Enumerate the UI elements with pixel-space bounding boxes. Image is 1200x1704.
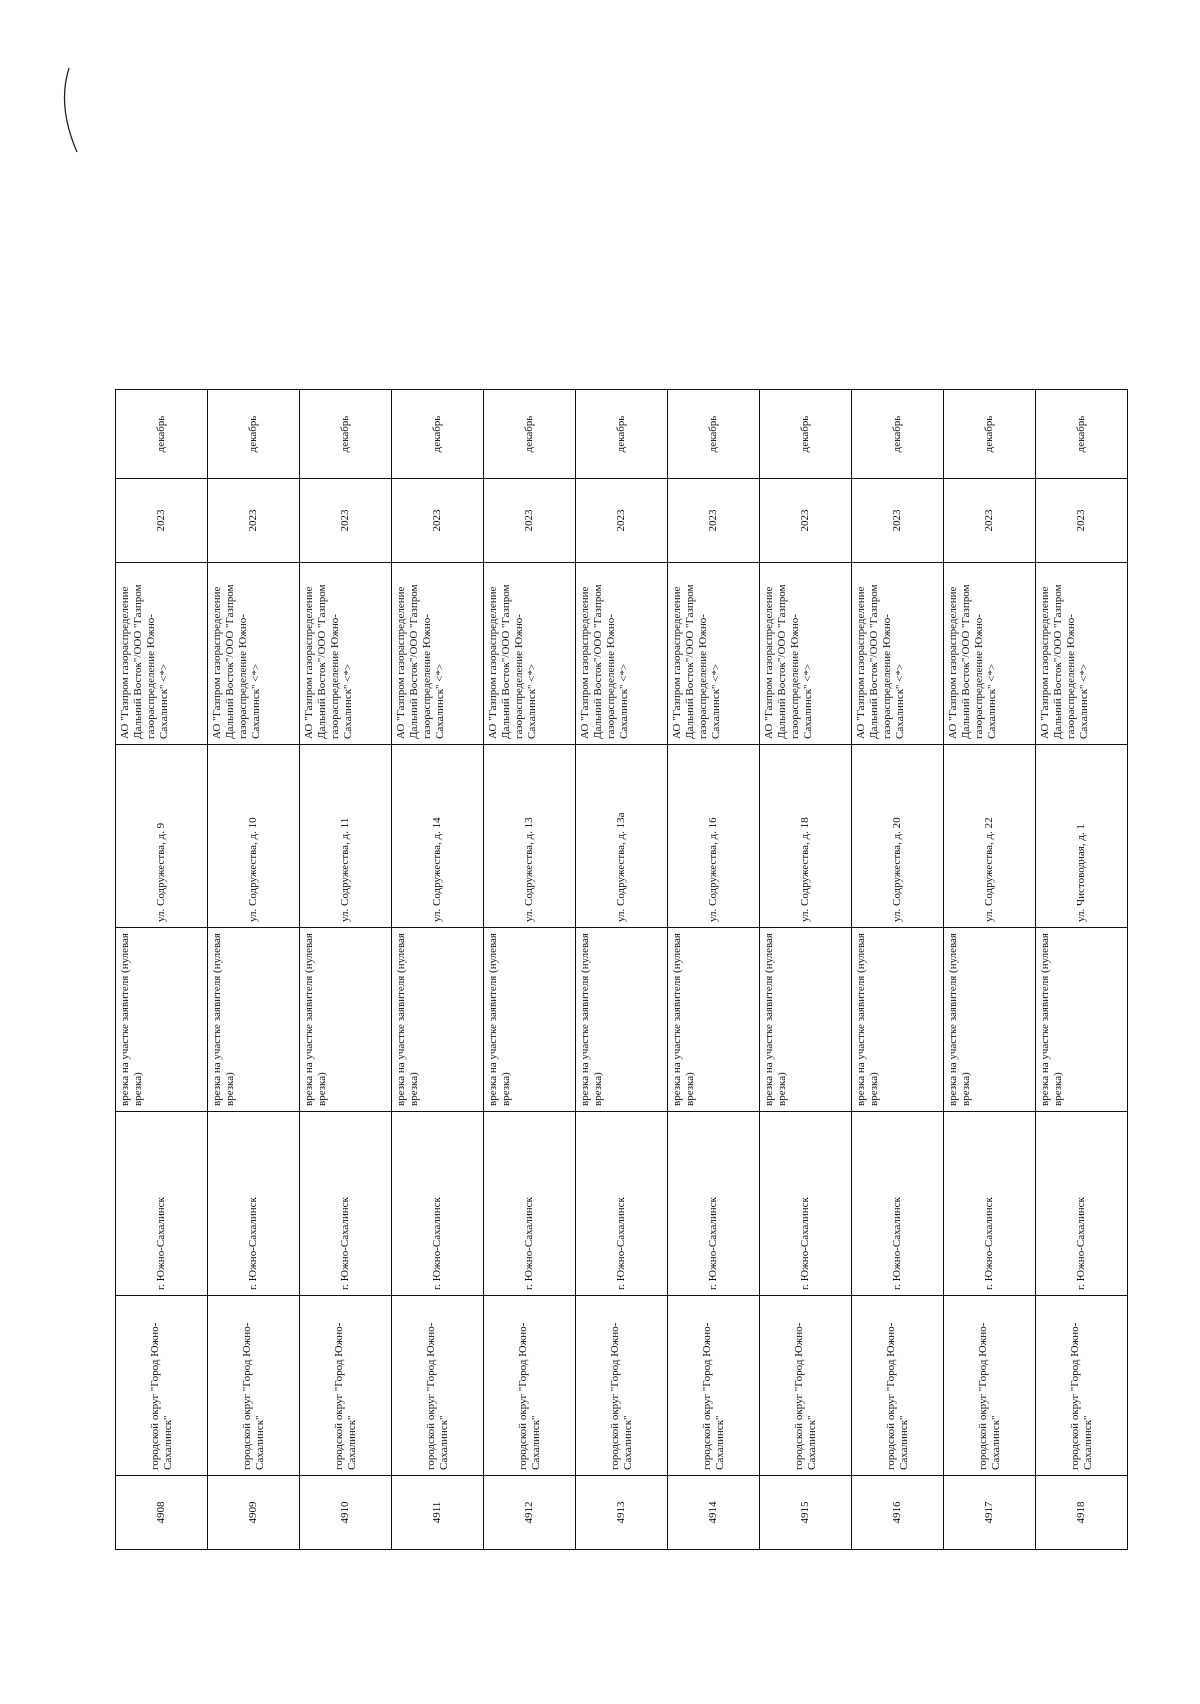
district-cell-text: городской округ "Город Южно-Сахалинск" (700, 1322, 726, 1470)
address-cell (852, 745, 944, 928)
organization-cell (668, 563, 760, 745)
row-number-cell (116, 1476, 208, 1550)
connection-type-cell (208, 928, 300, 1112)
row-number-cell-text: 4913 (615, 1501, 627, 1524)
table-row (852, 390, 944, 1550)
month-cell (484, 390, 576, 479)
organization-cell-text: АО "Газпром газораспределение Дальний Восток"/ООО "Газпром газораспределение Южно-Сахалинск" <*> (487, 584, 538, 739)
organization-cell-text: АО "Газпром газораспределение Дальний Восток"/ООО "Газпром газораспределение Южно-Сахалинск" <*> (1039, 584, 1090, 739)
year-cell (484, 479, 576, 563)
row-number-cell (944, 1476, 1036, 1550)
row-number-cell (852, 1476, 944, 1550)
city-cell (668, 1112, 760, 1296)
address-cell-text: ул. Содружества, д. 9 (155, 822, 167, 922)
district-cell-text: городской округ "Город Южно-Сахалинск" (332, 1322, 358, 1470)
month-cell-text: декабрь (339, 415, 351, 453)
district-cell-text: городской округ "Город Южно-Сахалинск" (516, 1322, 542, 1470)
row-number-cell-text: 4915 (799, 1501, 811, 1524)
month-cell (208, 390, 300, 479)
address-cell (576, 745, 668, 928)
address-cell-text: ул. Содружества, д. 13 (523, 817, 535, 922)
city-cell-text: г. Южно-Сахалинск (983, 1197, 995, 1290)
table-row (576, 390, 668, 1550)
month-cell (576, 390, 668, 479)
year-cell (576, 479, 668, 563)
connection-type-cell (668, 928, 760, 1112)
city-cell (484, 1112, 576, 1296)
row-number-cell-text: 4917 (983, 1501, 995, 1524)
district-cell-text: городской округ "Город Южно-Сахалинск" (884, 1322, 910, 1470)
organization-cell-text: АО "Газпром газораспределение Дальний Восток"/ООО "Газпром газораспределение Южно-Сахалинск" <*> (303, 584, 354, 739)
row-number-cell (1036, 1476, 1128, 1550)
city-cell (300, 1112, 392, 1296)
connection-type-cell-text: врезка на участке заявителя (нулевая врезка) (947, 933, 972, 1106)
district-cell (208, 1296, 300, 1476)
city-cell (392, 1112, 484, 1296)
address-cell-text: ул. Чистоводная, д. 1 (1075, 824, 1087, 922)
connection-type-cell (852, 928, 944, 1112)
connection-type-cell (576, 928, 668, 1112)
organization-cell (484, 563, 576, 745)
table-row (668, 390, 760, 1550)
connection-type-cell (1036, 928, 1128, 1112)
table-row (300, 390, 392, 1550)
connection-type-cell-text: врезка на участке заявителя (нулевая врезка) (855, 933, 880, 1106)
address-cell (944, 745, 1036, 928)
address-cell (668, 745, 760, 928)
organization-cell-text: АО "Газпром газораспределение Дальний Восток"/ООО "Газпром газораспределение Южно-Сахалинск" <*> (947, 584, 998, 739)
connection-type-cell (300, 928, 392, 1112)
address-cell (208, 745, 300, 928)
year-cell-text: 2023 (707, 509, 719, 532)
table-row (1036, 390, 1128, 1550)
city-cell-text: г. Южно-Сахалинск (891, 1197, 903, 1290)
year-cell-text: 2023 (799, 509, 811, 532)
district-cell (576, 1296, 668, 1476)
address-cell-text: ул. Содружества, д. 22 (983, 817, 995, 922)
city-cell-text: г. Южно-Сахалинск (615, 1197, 627, 1290)
district-cell (668, 1296, 760, 1476)
district-cell-text: городской округ "Город Южно-Сахалинск" (1068, 1322, 1094, 1470)
city-cell-text: г. Южно-Сахалинск (799, 1197, 811, 1290)
year-cell (760, 479, 852, 563)
address-cell-text: ул. Содружества, д. 18 (799, 817, 811, 922)
row-number-cell (208, 1476, 300, 1550)
district-cell (300, 1296, 392, 1476)
table-row (944, 390, 1036, 1550)
year-cell-text: 2023 (431, 509, 443, 532)
address-cell (484, 745, 576, 928)
connection-type-cell (944, 928, 1036, 1112)
organization-cell (760, 563, 852, 745)
organization-cell (1036, 563, 1128, 745)
address-cell-text: ул. Содружества, д. 13а (615, 812, 627, 922)
row-number-cell-text: 4908 (155, 1501, 167, 1524)
address-cell-text: ул. Содружества, д. 20 (891, 817, 903, 922)
city-cell-text: г. Южно-Сахалинск (155, 1197, 167, 1290)
table-row (392, 390, 484, 1550)
year-cell (208, 479, 300, 563)
row-number-cell-text: 4911 (431, 1501, 443, 1524)
city-cell-text: г. Южно-Сахалинск (247, 1197, 259, 1290)
row-number-cell-text: 4914 (707, 1501, 719, 1524)
city-cell-text: г. Южно-Сахалинск (523, 1197, 535, 1290)
month-cell-text: декабрь (155, 415, 167, 453)
organization-cell (576, 563, 668, 745)
district-cell (392, 1296, 484, 1476)
connection-type-cell (392, 928, 484, 1112)
address-cell (116, 745, 208, 928)
organization-cell-text: АО "Газпром газораспределение Дальний Восток"/ООО "Газпром газораспределение Южно-Сахалинск" <*> (763, 584, 814, 739)
year-cell (852, 479, 944, 563)
month-cell-text: декабрь (431, 415, 443, 453)
connection-type-cell (760, 928, 852, 1112)
organization-cell (208, 563, 300, 745)
year-cell (116, 479, 208, 563)
organization-cell-text: АО "Газпром газораспределение Дальний Восток"/ООО "Газпром газораспределение Южно-Сахалинск" <*> (579, 584, 630, 739)
month-cell (760, 390, 852, 479)
row-number-cell-text: 4912 (523, 1501, 535, 1524)
year-cell-text: 2023 (891, 509, 903, 532)
year-cell-text: 2023 (523, 509, 535, 532)
city-cell (760, 1112, 852, 1296)
connection-type-cell-text: врезка на участке заявителя (нулевая врезка) (671, 933, 696, 1106)
bracket-mark (55, 66, 85, 156)
connection-type-cell-text: врезка на участке заявителя (нулевая врезка) (119, 933, 144, 1106)
city-cell (852, 1112, 944, 1296)
year-cell-text: 2023 (1075, 509, 1087, 532)
address-cell (760, 745, 852, 928)
district-cell-text: городской округ "Город Южно-Сахалинск" (608, 1322, 634, 1470)
organization-cell (852, 563, 944, 745)
connection-type-cell-text: врезка на участке заявителя (нулевая врезка) (1039, 933, 1064, 1106)
month-cell (116, 390, 208, 479)
year-cell-text: 2023 (247, 509, 259, 532)
row-number-cell (484, 1476, 576, 1550)
district-cell-text: городской округ "Город Южно-Сахалинск" (148, 1322, 174, 1470)
table-row (208, 390, 300, 1550)
month-cell-text: декабрь (983, 415, 995, 453)
year-cell (300, 479, 392, 563)
row-number-cell-text: 4909 (247, 1501, 259, 1524)
organization-cell-text: АО "Газпром газораспределение Дальний Восток"/ООО "Газпром газораспределение Южно-Сахалинск" <*> (671, 584, 722, 739)
city-cell (116, 1112, 208, 1296)
month-cell (1036, 390, 1128, 479)
district-cell (1036, 1296, 1128, 1476)
month-cell-text: декабрь (615, 415, 627, 453)
month-cell (392, 390, 484, 479)
year-cell (668, 479, 760, 563)
connection-type-cell-text: врезка на участке заявителя (нулевая врезка) (487, 933, 512, 1106)
year-cell (944, 479, 1036, 563)
address-cell (1036, 745, 1128, 928)
year-cell-text: 2023 (339, 509, 351, 532)
month-cell-text: декабрь (891, 415, 903, 453)
city-cell (1036, 1112, 1128, 1296)
district-cell-text: городской округ "Город Южно-Сахалинск" (240, 1322, 266, 1470)
table-row (116, 390, 208, 1550)
month-cell-text: декабрь (799, 415, 811, 453)
address-cell-text: ул. Содружества, д. 11 (339, 817, 351, 922)
month-cell-text: декабрь (1075, 415, 1087, 453)
address-cell (300, 745, 392, 928)
organization-cell-text: АО "Газпром газораспределение Дальний Восток"/ООО "Газпром газораспределение Южно-Сахалинск" <*> (119, 584, 170, 739)
city-cell-text: г. Южно-Сахалинск (1075, 1197, 1087, 1290)
connection-type-cell-text: врезка на участке заявителя (нулевая врезка) (303, 933, 328, 1106)
district-cell-text: городской округ "Город Южно-Сахалинск" (424, 1322, 450, 1470)
month-cell (852, 390, 944, 479)
city-cell-text: г. Южно-Сахалинск (431, 1197, 443, 1290)
connection-type-cell-text: врезка на участке заявителя (нулевая врезка) (211, 933, 236, 1106)
city-cell-text: г. Южно-Сахалинск (339, 1197, 351, 1290)
year-cell (392, 479, 484, 563)
organization-cell-text: АО "Газпром газораспределение Дальний Восток"/ООО "Газпром газораспределение Южно-Сахалинск" <*> (211, 584, 262, 739)
connection-type-cell (484, 928, 576, 1112)
organization-cell-text: АО "Газпром газораспределение Дальний Восток"/ООО "Газпром газораспределение Южно-Сахалинск" <*> (395, 584, 446, 739)
month-cell-text: декабрь (707, 415, 719, 453)
row-number-cell (576, 1476, 668, 1550)
row-number-cell (300, 1476, 392, 1550)
district-cell (116, 1296, 208, 1476)
district-cell (852, 1296, 944, 1476)
rotated-table-container (115, 390, 1094, 1550)
city-cell (576, 1112, 668, 1296)
month-cell (300, 390, 392, 479)
organization-cell-text: АО "Газпром газораспределение Дальний Восток"/ООО "Газпром газораспределение Южно-Сахалинск" <*> (855, 584, 906, 739)
table-body (116, 390, 1128, 1550)
row-number-cell-text: 4918 (1075, 1501, 1087, 1524)
connection-type-cell-text: врезка на участке заявителя (нулевая врезка) (579, 933, 604, 1106)
organization-cell (116, 563, 208, 745)
district-cell (944, 1296, 1036, 1476)
organization-cell (944, 563, 1036, 745)
row-number-cell-text: 4910 (339, 1501, 351, 1524)
connection-type-cell-text: врезка на участке заявителя (нулевая врезка) (395, 933, 420, 1106)
address-cell-text: ул. Содружества, д. 10 (247, 817, 259, 922)
district-cell-text: городской округ "Город Южно-Сахалинск" (976, 1322, 1002, 1470)
row-number-cell (760, 1476, 852, 1550)
city-cell (208, 1112, 300, 1296)
connection-type-cell (116, 928, 208, 1112)
row-number-cell (668, 1476, 760, 1550)
address-cell (392, 745, 484, 928)
address-cell-text: ул. Содружества, д. 16 (707, 817, 719, 922)
table-row (760, 390, 852, 1550)
city-cell-text: г. Южно-Сахалинск (707, 1197, 719, 1290)
row-number-cell-text: 4916 (891, 1501, 903, 1524)
year-cell (1036, 479, 1128, 563)
year-cell-text: 2023 (615, 509, 627, 532)
gas-connection-table (115, 389, 1128, 1550)
address-cell-text: ул. Содружества, д. 14 (431, 817, 443, 922)
district-cell (760, 1296, 852, 1476)
organization-cell (392, 563, 484, 745)
year-cell-text: 2023 (155, 509, 167, 532)
year-cell-text: 2023 (983, 509, 995, 532)
month-cell-text: декабрь (247, 415, 259, 453)
month-cell (668, 390, 760, 479)
district-cell (484, 1296, 576, 1476)
city-cell (944, 1112, 1036, 1296)
month-cell-text: декабрь (523, 415, 535, 453)
district-cell-text: городской округ "Город Южно-Сахалинск" (792, 1322, 818, 1470)
organization-cell (300, 563, 392, 745)
table-row (484, 390, 576, 1550)
month-cell (944, 390, 1036, 479)
row-number-cell (392, 1476, 484, 1550)
connection-type-cell-text: врезка на участке заявителя (нулевая врезка) (763, 933, 788, 1106)
